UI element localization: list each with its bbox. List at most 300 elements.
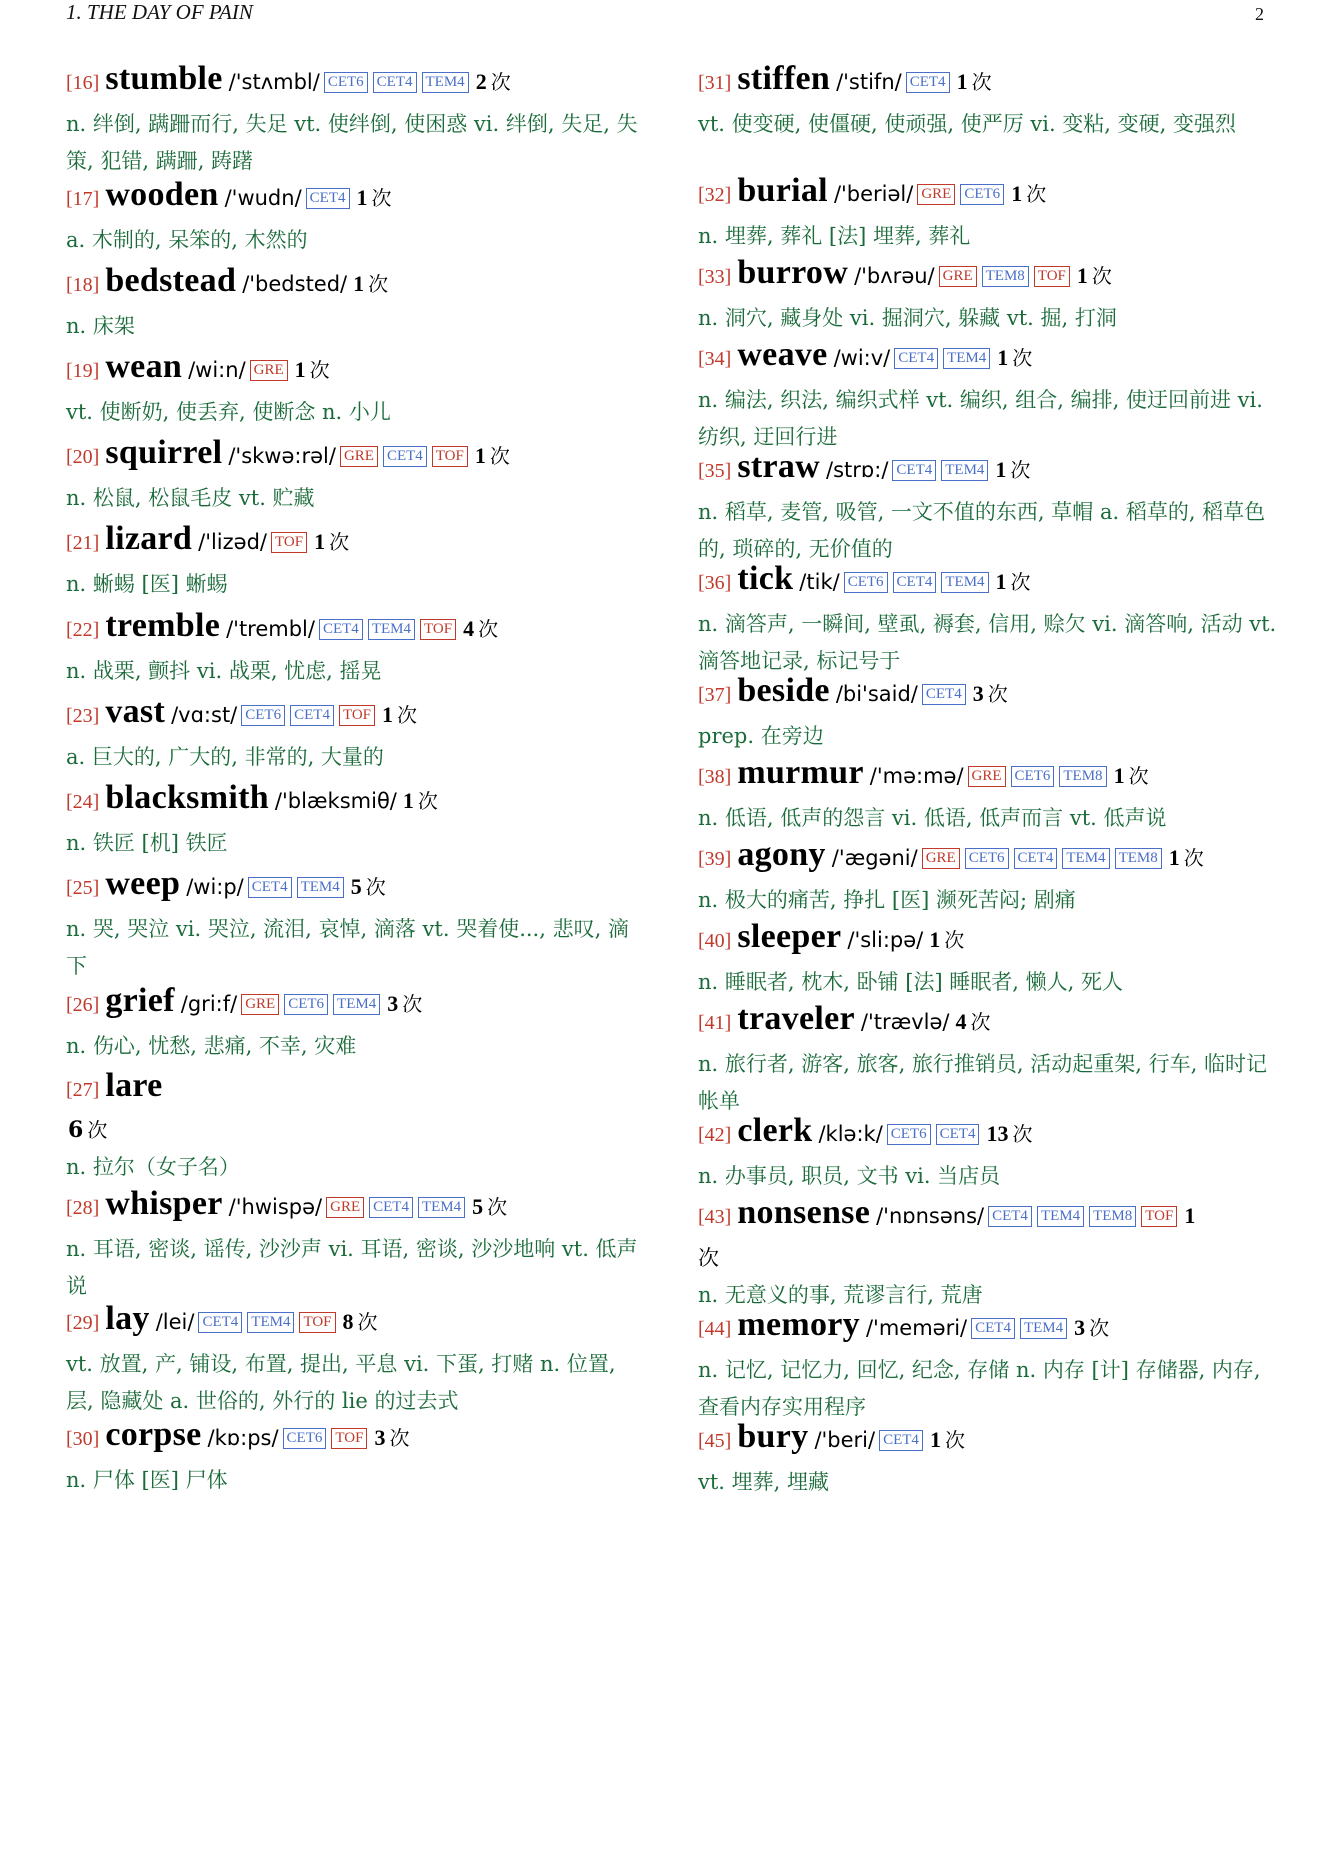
exam-tag: TEM8 — [1089, 1206, 1136, 1227]
occurrence-count: 1 — [474, 443, 486, 468]
entry-phonetic: /'nɒnsəns/ — [876, 1204, 985, 1228]
entry-word: squirrel — [105, 434, 223, 471]
exam-tag: GRE — [340, 446, 378, 467]
vocab-entry — [698, 834, 1278, 919]
entry-definition: n. 睡眠者, 枕木, 卧铺 [法] 睡眠者, 懒人, 死人 — [698, 970, 1124, 994]
entry-phonetic: /vɑ:st/ — [171, 703, 238, 727]
entry-word: murmur — [737, 754, 864, 791]
occurrence-count: 1 — [1011, 181, 1023, 206]
exam-tag: TEM8 — [982, 266, 1029, 287]
entry-index: [27] — [66, 1079, 100, 1101]
entry-index: [44] — [698, 1318, 732, 1340]
entry-index: [45] — [698, 1430, 732, 1452]
entry-phonetic: /'skwə:rəl/ — [228, 444, 336, 468]
entry-index: [40] — [698, 930, 732, 952]
entry-phonetic: /gri:f/ — [180, 992, 238, 1016]
occurrence-count: 4 — [955, 1009, 967, 1034]
exam-tag: TEM4 — [941, 460, 988, 481]
vocab-entry — [698, 558, 1278, 680]
exam-tag: TEM4 — [418, 1197, 465, 1218]
exam-tag: CET4 — [373, 72, 417, 93]
entry-word: straw — [737, 448, 821, 485]
entry-index: [29] — [66, 1312, 100, 1334]
entry-word: beside — [737, 672, 830, 709]
entry-phonetic: /'bedsted/ — [242, 272, 348, 296]
exam-tag: CET4 — [906, 72, 950, 93]
occurrence-count: 3 — [374, 1425, 386, 1450]
exam-tag: TOF — [271, 532, 307, 553]
exam-tag: TEM8 — [1115, 848, 1162, 869]
entry-headline — [66, 980, 646, 1028]
entry-definition: n. 低语, 低声的怨言 vi. 低语, 低声而言 vt. 低声说 — [698, 806, 1167, 830]
entry-definition: n. 拉尔（女子名） — [66, 1155, 240, 1179]
vocab-entry — [698, 58, 1278, 143]
entry-headline — [698, 558, 1278, 606]
exam-tag: CET4 — [879, 1430, 923, 1451]
exam-tag: CET4 — [290, 705, 334, 726]
entry-definition: prep. 在旁边 — [698, 724, 824, 748]
occurrence-unit: 次 — [987, 684, 1008, 706]
exam-tag: TEM4 — [943, 348, 990, 369]
occurrence-count: 1 — [294, 357, 306, 382]
exam-tag: CET4 — [319, 619, 363, 640]
vocab-entry — [698, 670, 1278, 755]
entry-definition: n. 稻草, 麦管, 吸管, 一文不值的东西, 草帽 a. 稻草的, 稻草色的, 琐碎的, 无价值的 — [698, 500, 1266, 561]
entry-definition: vt. 使变硬, 使僵硬, 使顽强, 使严厉 vi. 变粘, 变硬, 变强烈 — [698, 112, 1237, 136]
entry-index: [26] — [66, 994, 100, 1016]
entry-definition: vt. 放置, 产, 铺设, 布置, 提出, 平息 vi. 下蛋, 打赌 n. 位置, 层, 隐藏处 a. 世俗的, 外行的 lie 的过去式 — [66, 1352, 616, 1413]
occurrence-count: 3 — [387, 991, 399, 1016]
entry-phonetic: /'lizəd/ — [198, 530, 267, 554]
entry-phonetic: /kɒ:ps/ — [207, 1426, 279, 1450]
occurrence-count: 3 — [1074, 1315, 1086, 1340]
occurrence-unit: 次 — [1012, 348, 1033, 370]
vocab-entry — [66, 863, 646, 985]
entry-phonetic: /tik/ — [799, 570, 840, 594]
entry-headline — [66, 518, 646, 566]
entry-index: [33] — [698, 266, 732, 288]
exam-tag: CET6 — [960, 184, 1004, 205]
occurrence-count: 1 — [382, 702, 394, 727]
exam-tag: TEM4 — [1020, 1318, 1067, 1339]
exam-tag: TEM4 — [247, 1312, 294, 1333]
entry-headline — [698, 670, 1278, 718]
vocab-entry — [66, 58, 646, 180]
entry-headline — [698, 446, 1278, 494]
entry-definition: n. 极大的痛苦, 挣扎 [医] 濒死苦闷; 剧痛 — [698, 888, 1076, 912]
entry-phonetic: /'wudn/ — [224, 186, 302, 210]
occurrence-unit: 次 — [1091, 266, 1112, 288]
entry-headline — [698, 1304, 1278, 1352]
exam-tag: TEM4 — [333, 994, 380, 1015]
vocab-entry — [698, 1304, 1278, 1426]
entry-headline — [66, 346, 646, 394]
exam-tag: CET4 — [988, 1206, 1032, 1227]
entry-index: [37] — [698, 684, 732, 706]
entry-count-line — [66, 1113, 646, 1149]
occurrence-count: 1 — [956, 69, 968, 94]
exam-tag: TOF — [339, 705, 375, 726]
exam-tag: TOF — [299, 1312, 335, 1333]
entry-phonetic: /'bʌrəu/ — [854, 264, 935, 288]
entry-definition: n. 绊倒, 蹒跚而行, 失足 vt. 使绊倒, 使困惑 vi. 绊倒, 失足, 失策, 犯错, 蹒跚, 踌躇 — [66, 112, 638, 173]
entry-word: agony — [737, 836, 826, 873]
vocab-entry — [66, 518, 646, 603]
occurrence-unit: 次 — [389, 1428, 410, 1450]
entry-index: [34] — [698, 348, 732, 370]
vocab-entry — [698, 334, 1278, 456]
entry-definition: n. 滴答声, 一瞬间, 壁虱, 褥套, 信用, 赊欠 vi. 滴答响, 活动 vt. 滴答地记录, 标记号于 — [698, 612, 1277, 673]
entry-index: [21] — [66, 532, 100, 554]
occurrence-count: 4 — [463, 616, 475, 641]
exam-tag: CET4 — [894, 348, 938, 369]
entry-definition: n. 无意义的事, 荒谬言行, 荒唐 — [698, 1283, 983, 1307]
entry-phonetic: /strɒ:/ — [826, 458, 889, 482]
entry-phonetic: /wi:p/ — [186, 875, 244, 899]
occurrence-unit: 次 — [478, 619, 499, 641]
entry-phonetic: /'stʌmbl/ — [228, 70, 320, 94]
vocab-entry — [66, 777, 646, 862]
entry-phonetic: /'meməri/ — [865, 1316, 968, 1340]
occurrence-count: 1 — [1184, 1203, 1196, 1228]
entry-index: [32] — [698, 184, 732, 206]
occurrence-count: 2 — [475, 69, 487, 94]
entry-headline — [66, 1065, 646, 1113]
entry-word: sleeper — [737, 918, 842, 955]
vocab-entry — [66, 174, 646, 259]
entry-word: vast — [105, 693, 166, 730]
occurrence-count: 1 — [995, 569, 1007, 594]
entry-word: bedstead — [105, 262, 237, 299]
entry-definition: vt. 使断奶, 使丢弃, 使断念 n. 小儿 — [66, 400, 391, 424]
entry-index: [25] — [66, 877, 100, 899]
entry-word: nonsense — [737, 1194, 871, 1231]
vocab-entry — [66, 432, 646, 517]
exam-tag: GRE — [326, 1197, 364, 1218]
entry-phonetic: /'ægəni/ — [831, 846, 918, 870]
entry-headline — [66, 1298, 646, 1346]
entry-word: traveler — [737, 1000, 855, 1037]
entry-definition: n. 耳语, 密谈, 谣传, 沙沙声 vi. 耳语, 密谈, 沙沙地响 vt. 低声说 — [66, 1237, 638, 1298]
vocab-entry — [698, 446, 1278, 568]
occurrence-count: 5 — [472, 1194, 484, 1219]
exam-tag: TEM4 — [1037, 1206, 1084, 1227]
occurrence-unit: 次 — [1183, 848, 1204, 870]
exam-tag: CET4 — [1014, 848, 1058, 869]
occurrence-unit: 次 — [944, 930, 965, 952]
occurrence-unit: 次 — [365, 877, 386, 899]
occurrence-unit: 次 — [402, 994, 423, 1016]
entry-headline — [66, 432, 646, 480]
entry-headline — [66, 260, 646, 308]
entry-word: lay — [105, 1300, 150, 1337]
entry-word: bury — [737, 1418, 809, 1455]
occurrence-unit: 次 — [368, 274, 389, 296]
occurrence-unit: 次 — [1128, 766, 1149, 788]
exam-tag: TEM8 — [1059, 766, 1106, 787]
entry-word: tremble — [105, 607, 221, 644]
occurrence-unit: 次 — [944, 1430, 965, 1452]
entry-word: clerk — [737, 1112, 813, 1149]
entry-word: wooden — [105, 176, 219, 213]
vocab-entry — [698, 916, 1278, 1001]
entry-word: blacksmith — [105, 779, 269, 816]
exam-tag: GRE — [917, 184, 955, 205]
occurrence-unit: 次 — [971, 72, 992, 94]
entry-word: weep — [105, 865, 181, 902]
vocab-entry — [66, 980, 646, 1065]
entry-phonetic: /'trembl/ — [226, 617, 315, 641]
entry-headline — [66, 691, 646, 739]
occurrence-count: 13 — [986, 1121, 1009, 1146]
vocab-entry — [698, 998, 1278, 1120]
occurrence-count: 8 — [342, 1309, 354, 1334]
exam-tag: TOF — [420, 619, 456, 640]
occurrence-unit: 次 — [309, 360, 330, 382]
entry-word: weave — [737, 336, 828, 373]
entry-phonetic: /bi'said/ — [835, 682, 918, 706]
occurrence-unit: 次 — [329, 532, 350, 554]
vocab-entry — [66, 260, 646, 345]
entry-phonetic: /klə:k/ — [818, 1122, 883, 1146]
entry-headline — [698, 834, 1278, 882]
exam-tag: CET4 — [306, 188, 350, 209]
exam-tag: CET4 — [922, 684, 966, 705]
exam-tag: CET6 — [887, 1124, 931, 1145]
occurrence-count: 1 — [356, 185, 368, 210]
entry-phonetic: /'beriəl/ — [833, 182, 914, 206]
entry-definition: n. 哭, 哭泣 vi. 哭泣, 流泪, 哀悼, 滴落 vt. 哭着使..., 悲叹, 滴下 — [66, 917, 629, 978]
occurrence-unit: 次 — [698, 1246, 719, 1270]
entry-headline — [66, 174, 646, 222]
vocab-entry — [698, 1192, 1278, 1314]
entry-headline — [698, 1110, 1278, 1158]
entry-definition: vt. 埋葬, 埋藏 — [698, 1470, 830, 1494]
entry-index: [35] — [698, 460, 732, 482]
exam-tag: CET6 — [965, 848, 1009, 869]
entry-word: wean — [105, 348, 183, 385]
vocab-entry — [66, 346, 646, 431]
entry-word: burial — [737, 172, 828, 209]
entry-index: [17] — [66, 188, 100, 210]
entry-definition: n. 洞穴, 藏身处 vi. 掘洞穴, 躲藏 vt. 掘, 打洞 — [698, 306, 1117, 330]
exam-tag: CET6 — [284, 994, 328, 1015]
exam-tag: CET6 — [1011, 766, 1055, 787]
occurrence-count: 1 — [929, 927, 941, 952]
entry-index: [22] — [66, 619, 100, 641]
exam-tag: CET4 — [383, 446, 427, 467]
entry-headline — [698, 916, 1278, 964]
entry-phonetic: /'stifn/ — [836, 70, 902, 94]
occurrence-count: 1 — [402, 788, 414, 813]
entry-definition: n. 办事员, 职员, 文书 vi. 当店员 — [698, 1164, 1001, 1188]
entry-definition: a. 木制的, 呆笨的, 木然的 — [66, 228, 308, 252]
exam-tag: TEM4 — [368, 619, 415, 640]
entry-definition: n. 床架 — [66, 314, 135, 338]
entry-headline — [66, 777, 646, 825]
vocab-entry — [66, 1065, 646, 1186]
entry-definition: n. 蜥蜴 [医] 蜥蜴 — [66, 572, 228, 596]
occurrence-unit: 次 — [417, 791, 438, 813]
entry-word: stumble — [105, 60, 223, 97]
entry-headline — [66, 58, 646, 106]
entry-headline — [66, 1183, 646, 1231]
occurrence-unit: 次 — [1089, 1318, 1110, 1340]
occurrence-count: 1 — [995, 457, 1007, 482]
entry-index: [36] — [698, 572, 732, 594]
vocab-entry — [698, 1416, 1278, 1501]
entry-index: [23] — [66, 705, 100, 727]
entry-phonetic: /'sli:pə/ — [847, 928, 924, 952]
occurrence-unit: 次 — [487, 1197, 508, 1219]
exam-tag: CET4 — [198, 1312, 242, 1333]
occurrence-count: 5 — [350, 874, 362, 899]
exam-tag: GRE — [968, 766, 1006, 787]
entry-headline — [66, 863, 646, 911]
entry-word: stiffen — [737, 60, 831, 97]
entry-word: corpse — [105, 1416, 202, 1453]
entry-headline — [698, 170, 1278, 218]
page-header — [66, 0, 1264, 30]
entry-definition: n. 埋葬, 葬礼 [法] 埋葬, 葬礼 — [698, 224, 971, 248]
entry-phonetic: /'hwispə/ — [228, 1195, 323, 1219]
entry-word: lare — [105, 1067, 163, 1104]
exam-tag: GRE — [922, 848, 960, 869]
occurrence-count: 1 — [314, 529, 326, 554]
entry-headline — [698, 252, 1278, 300]
entry-phonetic: /'beri/ — [814, 1428, 876, 1452]
entry-word: lizard — [105, 520, 193, 557]
exam-tag: TOF — [1141, 1206, 1177, 1227]
occurrence-unit: 次 — [490, 72, 511, 94]
exam-tag: GRE — [939, 266, 977, 287]
entry-headline — [698, 1192, 1278, 1240]
vocab-entry — [698, 170, 1278, 255]
entry-index: [43] — [698, 1206, 732, 1228]
entry-index: [24] — [66, 791, 100, 813]
entry-index: [41] — [698, 1012, 732, 1034]
entry-phonetic: /wi:n/ — [188, 358, 246, 382]
occurrence-count: 1 — [1076, 263, 1088, 288]
exam-tag: TOF — [331, 1428, 367, 1449]
exam-tag: TOF — [432, 446, 468, 467]
entry-headline — [698, 752, 1278, 800]
vocab-entry — [698, 252, 1278, 337]
entry-word: tick — [737, 560, 794, 597]
exam-tag: CET4 — [892, 460, 936, 481]
entry-headline — [698, 334, 1278, 382]
entry-word: burrow — [737, 254, 849, 291]
occurrence-unit: 次 — [371, 188, 392, 210]
entry-phonetic: /'mə:mə/ — [869, 764, 964, 788]
exam-tag: CET6 — [324, 72, 368, 93]
occurrence-unit: 次 — [970, 1012, 991, 1034]
entry-index: [28] — [66, 1197, 100, 1219]
exam-tag: TEM4 — [297, 877, 344, 898]
occurrence-count: 6 — [68, 1117, 84, 1143]
entry-index: [42] — [698, 1124, 732, 1146]
entry-index: [18] — [66, 274, 100, 296]
entry-headline — [698, 1416, 1278, 1464]
entry-headline — [698, 998, 1278, 1046]
entry-index: [38] — [698, 766, 732, 788]
exam-tag: CET6 — [283, 1428, 327, 1449]
entry-count-unit-line — [698, 1240, 1278, 1277]
vocab-entry — [698, 1110, 1278, 1195]
occurrence-count: 1 — [353, 271, 365, 296]
entry-headline — [698, 58, 1278, 106]
occurrence-unit: 次 — [397, 705, 418, 727]
vocab-entry — [66, 691, 646, 776]
occurrence-count: 1 — [929, 1427, 941, 1452]
entry-word: memory — [737, 1306, 860, 1343]
exam-tag: TEM4 — [1062, 848, 1109, 869]
occurrence-unit: 次 — [1010, 460, 1031, 482]
entry-definition: n. 尸体 [医] 尸体 — [66, 1468, 228, 1492]
entry-index: [39] — [698, 848, 732, 870]
entry-definition: n. 伤心, 忧愁, 悲痛, 不幸, 灾难 — [66, 1034, 357, 1058]
occurrence-unit: 次 — [489, 446, 510, 468]
occurrence-count: 1 — [1168, 845, 1180, 870]
exam-tag: GRE — [241, 994, 279, 1015]
entry-definition: n. 记忆, 记忆力, 回忆, 纪念, 存储 n. 内存 [计] 存储器, 内存, 查看内存实用程序 — [698, 1358, 1261, 1419]
entry-index: [16] — [66, 72, 100, 94]
exam-tag: GRE — [250, 360, 288, 381]
vocab-entry — [698, 752, 1278, 837]
occurrence-count: 1 — [1113, 763, 1125, 788]
exam-tag: TEM4 — [941, 572, 988, 593]
occurrence-unit: 次 — [1010, 572, 1031, 594]
entry-definition: n. 松鼠, 松鼠毛皮 vt. 贮藏 — [66, 486, 315, 510]
entry-definition: n. 战栗, 颤抖 vi. 战栗, 忧虑, 摇晃 — [66, 659, 382, 683]
chapter-title: 1. THE DAY OF PAIN — [66, 0, 253, 24]
vocab-entry — [66, 605, 646, 690]
occurrence-unit: 次 — [1026, 184, 1047, 206]
occurrence-count: 3 — [972, 681, 984, 706]
entry-index: [30] — [66, 1428, 100, 1450]
entry-phonetic: /'trævlə/ — [860, 1010, 950, 1034]
entry-headline — [66, 605, 646, 653]
entry-phonetic: /'blæksmiθ/ — [274, 789, 397, 813]
occurrence-count: 1 — [997, 345, 1009, 370]
occurrence-unit: 次 — [1012, 1124, 1033, 1146]
entry-definition: n. 编法, 织法, 编织式样 vt. 编织, 组合, 编排, 使迂回前进 vi. 纺织, 迂回行进 — [698, 388, 1263, 449]
vocab-entry — [66, 1183, 646, 1305]
entry-index: [31] — [698, 72, 732, 94]
entry-phonetic: /wi:v/ — [833, 346, 891, 370]
entry-definition: n. 铁匠 [机] 铁匠 — [66, 831, 228, 855]
entry-index: [20] — [66, 446, 100, 468]
entry-headline — [66, 1414, 646, 1462]
exam-tag: CET4 — [971, 1318, 1015, 1339]
entry-definition: a. 巨大的, 广大的, 非常的, 大量的 — [66, 745, 384, 769]
exam-tag: CET6 — [241, 705, 285, 726]
entry-word: whisper — [105, 1185, 223, 1222]
exam-tag: TOF — [1034, 266, 1070, 287]
occurrence-unit: 次 — [87, 1118, 108, 1142]
occurrence-unit: 次 — [357, 1312, 378, 1334]
exam-tag: CET4 — [369, 1197, 413, 1218]
entry-definition: n. 旅行者, 游客, 旅客, 旅行推销员, 活动起重架, 行车, 临时记帐单 — [698, 1052, 1267, 1113]
exam-tag: TEM4 — [422, 72, 469, 93]
vocab-entry — [66, 1298, 646, 1420]
exam-tag: CET4 — [936, 1124, 980, 1145]
page-number: 2 — [1255, 4, 1264, 24]
entry-word: grief — [105, 982, 175, 1019]
entry-phonetic: /lei/ — [155, 1310, 195, 1334]
exam-tag: CET6 — [844, 572, 888, 593]
entry-index: [19] — [66, 360, 100, 382]
